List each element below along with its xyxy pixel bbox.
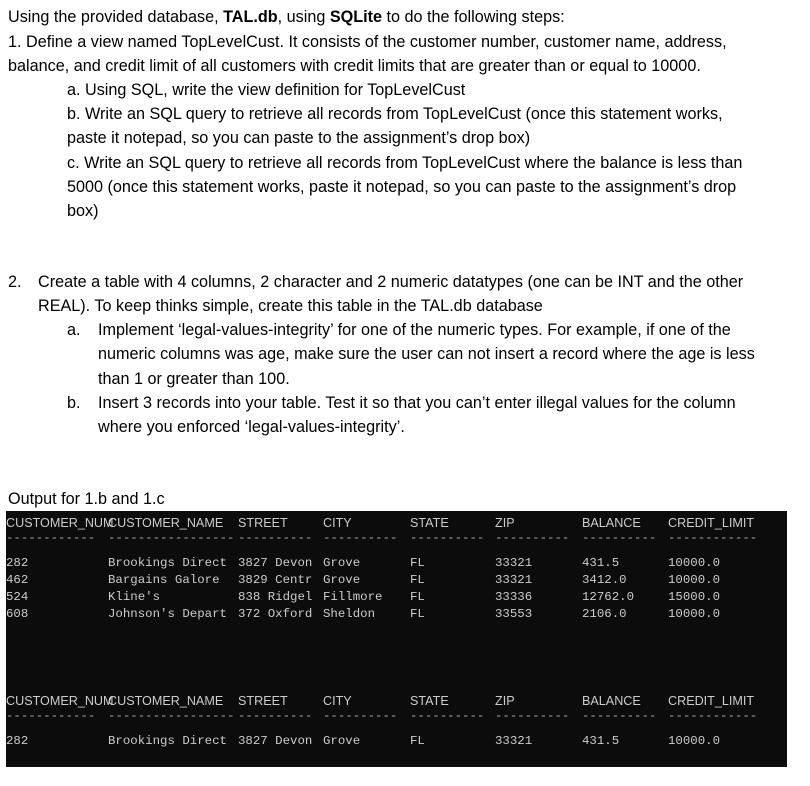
result1-header-street: STREET [238,516,288,530]
q2-item-b-line2: where you enforced ‘legal-values-integrity’. [98,418,405,436]
result1-header-credit-limit: CREDIT_LIMIT [668,516,755,530]
q2-line1: Create a table with 4 columns, 2 character and 2 numeric datatypes (one can be INT and the other [38,273,744,291]
result1-row-3-street: 838 Ridgel [238,590,313,604]
result1-row-1-balance: 431.5 [582,556,620,570]
result2-row-1-street: 3827 Devon [238,734,313,748]
result1-row-2-state: FL [410,573,425,587]
result1-row-1-credit-limit: 10000.0 [668,556,721,570]
q1-item-c-line3: box) [67,202,99,220]
q1-item-b-line2: paste it notepad, so you can paste to the assignment’s drop box) [67,129,531,147]
result2-row-1-cust-name: Brookings Direct [108,734,227,748]
console-output [6,511,787,767]
result2-header-zip: ZIP [495,694,515,708]
result1-header-state: STATE [410,516,449,530]
result1-row-4-credit-limit: 10000.0 [668,607,721,621]
result1-separator-state: ---------- [410,531,485,545]
result1-row-2-credit-limit: 10000.0 [668,573,721,587]
result1-row-4-city: Sheldon [323,607,376,621]
result1-separator-balance: ---------- [582,531,657,545]
result2-separator-street: ---------- [238,709,313,723]
result1-header-cust-name: CUSTOMER_NAME [108,516,224,530]
q1-item-a: a. Using SQL, write the view definition for TopLevelCust [67,81,466,99]
result1-row-3-cust-name: Kline's [108,590,161,604]
result1-header-balance: BALANCE [582,516,641,530]
result1-row-1-cust-num: 282 [6,556,29,570]
result2-row-1-state: FL [410,734,425,748]
q1-item-c-line2: 5000 (once this statement works, paste it notepad, so you can paste to the assignment’s drop [67,178,737,196]
result1-row-1-street: 3827 Devon [238,556,313,570]
result1-row-3-cust-num: 524 [6,590,29,604]
result1-row-3-balance: 12762.0 [582,590,635,604]
result1-row-4-street: 372 Oxford [238,607,313,621]
result1-row-3-zip: 33336 [495,590,533,604]
result1-separator-zip: ---------- [495,531,570,545]
result2-row-1-city: Grove [323,734,361,748]
result2-row-1-cust-num: 282 [6,734,29,748]
q2-number: 2. [8,273,22,291]
result2-header-balance: BALANCE [582,694,641,708]
q1-item-c-line1: c. Write an SQL query to retrieve all records from TopLevelCust where the balance is less than [67,154,743,172]
result1-row-4-cust-name: Johnson's Depart [108,607,227,621]
result2-separator-cust-name: ----------------- [108,709,235,723]
result1-separator-cust-name: ----------------- [108,531,235,545]
result2-separator-state: ---------- [410,709,485,723]
result1-row-2-zip: 33321 [495,573,533,587]
q2-item-a-label: a. [67,321,81,339]
result1-separator-credit-limit: ------------ [668,531,758,545]
q2-line2: REAL). To keep thinks simple, create this table in the TAL.db database [38,297,543,315]
q2-item-b-line1: Insert 3 records into your table. Test it so that you can’t enter illegal values for the column [98,394,736,412]
result2-separator-city: ---------- [323,709,398,723]
result2-header-cust-num: CUSTOMER_NUM [6,694,114,708]
q2-item-a-line2: numeric columns was age, make sure the user can not insert a record where the age is less [98,345,755,363]
q1-line2: balance, and credit limit of all customers with credit limits that are greater than or equal to 10000. [8,57,701,75]
result1-row-3-state: FL [410,590,425,604]
intro-text: to do the following steps: [382,8,565,26]
result1-separator-street: ---------- [238,531,313,545]
result1-row-1-city: Grove [323,556,361,570]
result2-header-cust-name: CUSTOMER_NAME [108,694,224,708]
result2-separator-cust-num: ------------ [6,709,96,723]
result1-row-1-cust-name: Brookings Direct [108,556,227,570]
result1-header-city: CITY [323,516,352,530]
result1-row-1-state: FL [410,556,425,570]
result1-header-cust-num: CUSTOMER_NUM [6,516,114,530]
result1-row-2-cust-num: 462 [6,573,29,587]
q1-item-b-line1: b. Write an SQL query to retrieve all records from TopLevelCust (once this statement works, [67,105,723,123]
result2-header-street: STREET [238,694,288,708]
result1-row-4-state: FL [410,607,425,621]
intro-line [8,6,565,29]
result1-row-1-zip: 33321 [495,556,533,570]
result1-row-2-street: 3829 Centr [238,573,313,587]
intro-tool-name: SQLite [329,8,382,26]
q2-item-a-line3: than 1 or greater than 100. [98,370,290,388]
result2-separator-balance: ---------- [582,709,657,723]
result1-separator-city: ---------- [323,531,398,545]
result1-row-3-credit-limit: 15000.0 [668,590,721,604]
result1-row-4-zip: 33553 [495,607,533,621]
result2-header-state: STATE [410,694,449,708]
result1-row-3-city: Fillmore [323,590,383,604]
result2-separator-zip: ---------- [495,709,570,723]
intro-db-name: TAL.db [223,8,278,26]
result1-row-2-balance: 3412.0 [582,573,627,587]
result1-separator-cust-num: ------------ [6,531,96,545]
result1-header-zip: ZIP [495,516,515,530]
q1-line1: 1. Define a view named TopLevelCust. It consists of the customer number, customer name, address, [8,33,727,51]
q2-item-a-line1: Implement ‘legal-values-integrity’ for one of the numeric types. For example, if one of the [98,321,731,339]
intro-text: Using the provided database, [8,8,224,26]
result1-row-4-balance: 2106.0 [582,607,627,621]
result2-separator-credit-limit: ------------ [668,709,758,723]
intro-text: , using [277,8,330,26]
q2-item-b-label: b. [67,394,81,412]
result1-row-2-city: Grove [323,573,361,587]
result2-header-city: CITY [323,694,352,708]
result2-row-1-balance: 431.5 [582,734,620,748]
result2-row-1-zip: 33321 [495,734,533,748]
output-label: Output for 1.b and 1.c [8,490,165,508]
result2-header-credit-limit: CREDIT_LIMIT [668,694,755,708]
result1-row-2-cust-name: Bargains Galore [108,573,220,587]
result2-row-1-credit-limit: 10000.0 [668,734,721,748]
result1-row-4-cust-num: 608 [6,607,29,621]
